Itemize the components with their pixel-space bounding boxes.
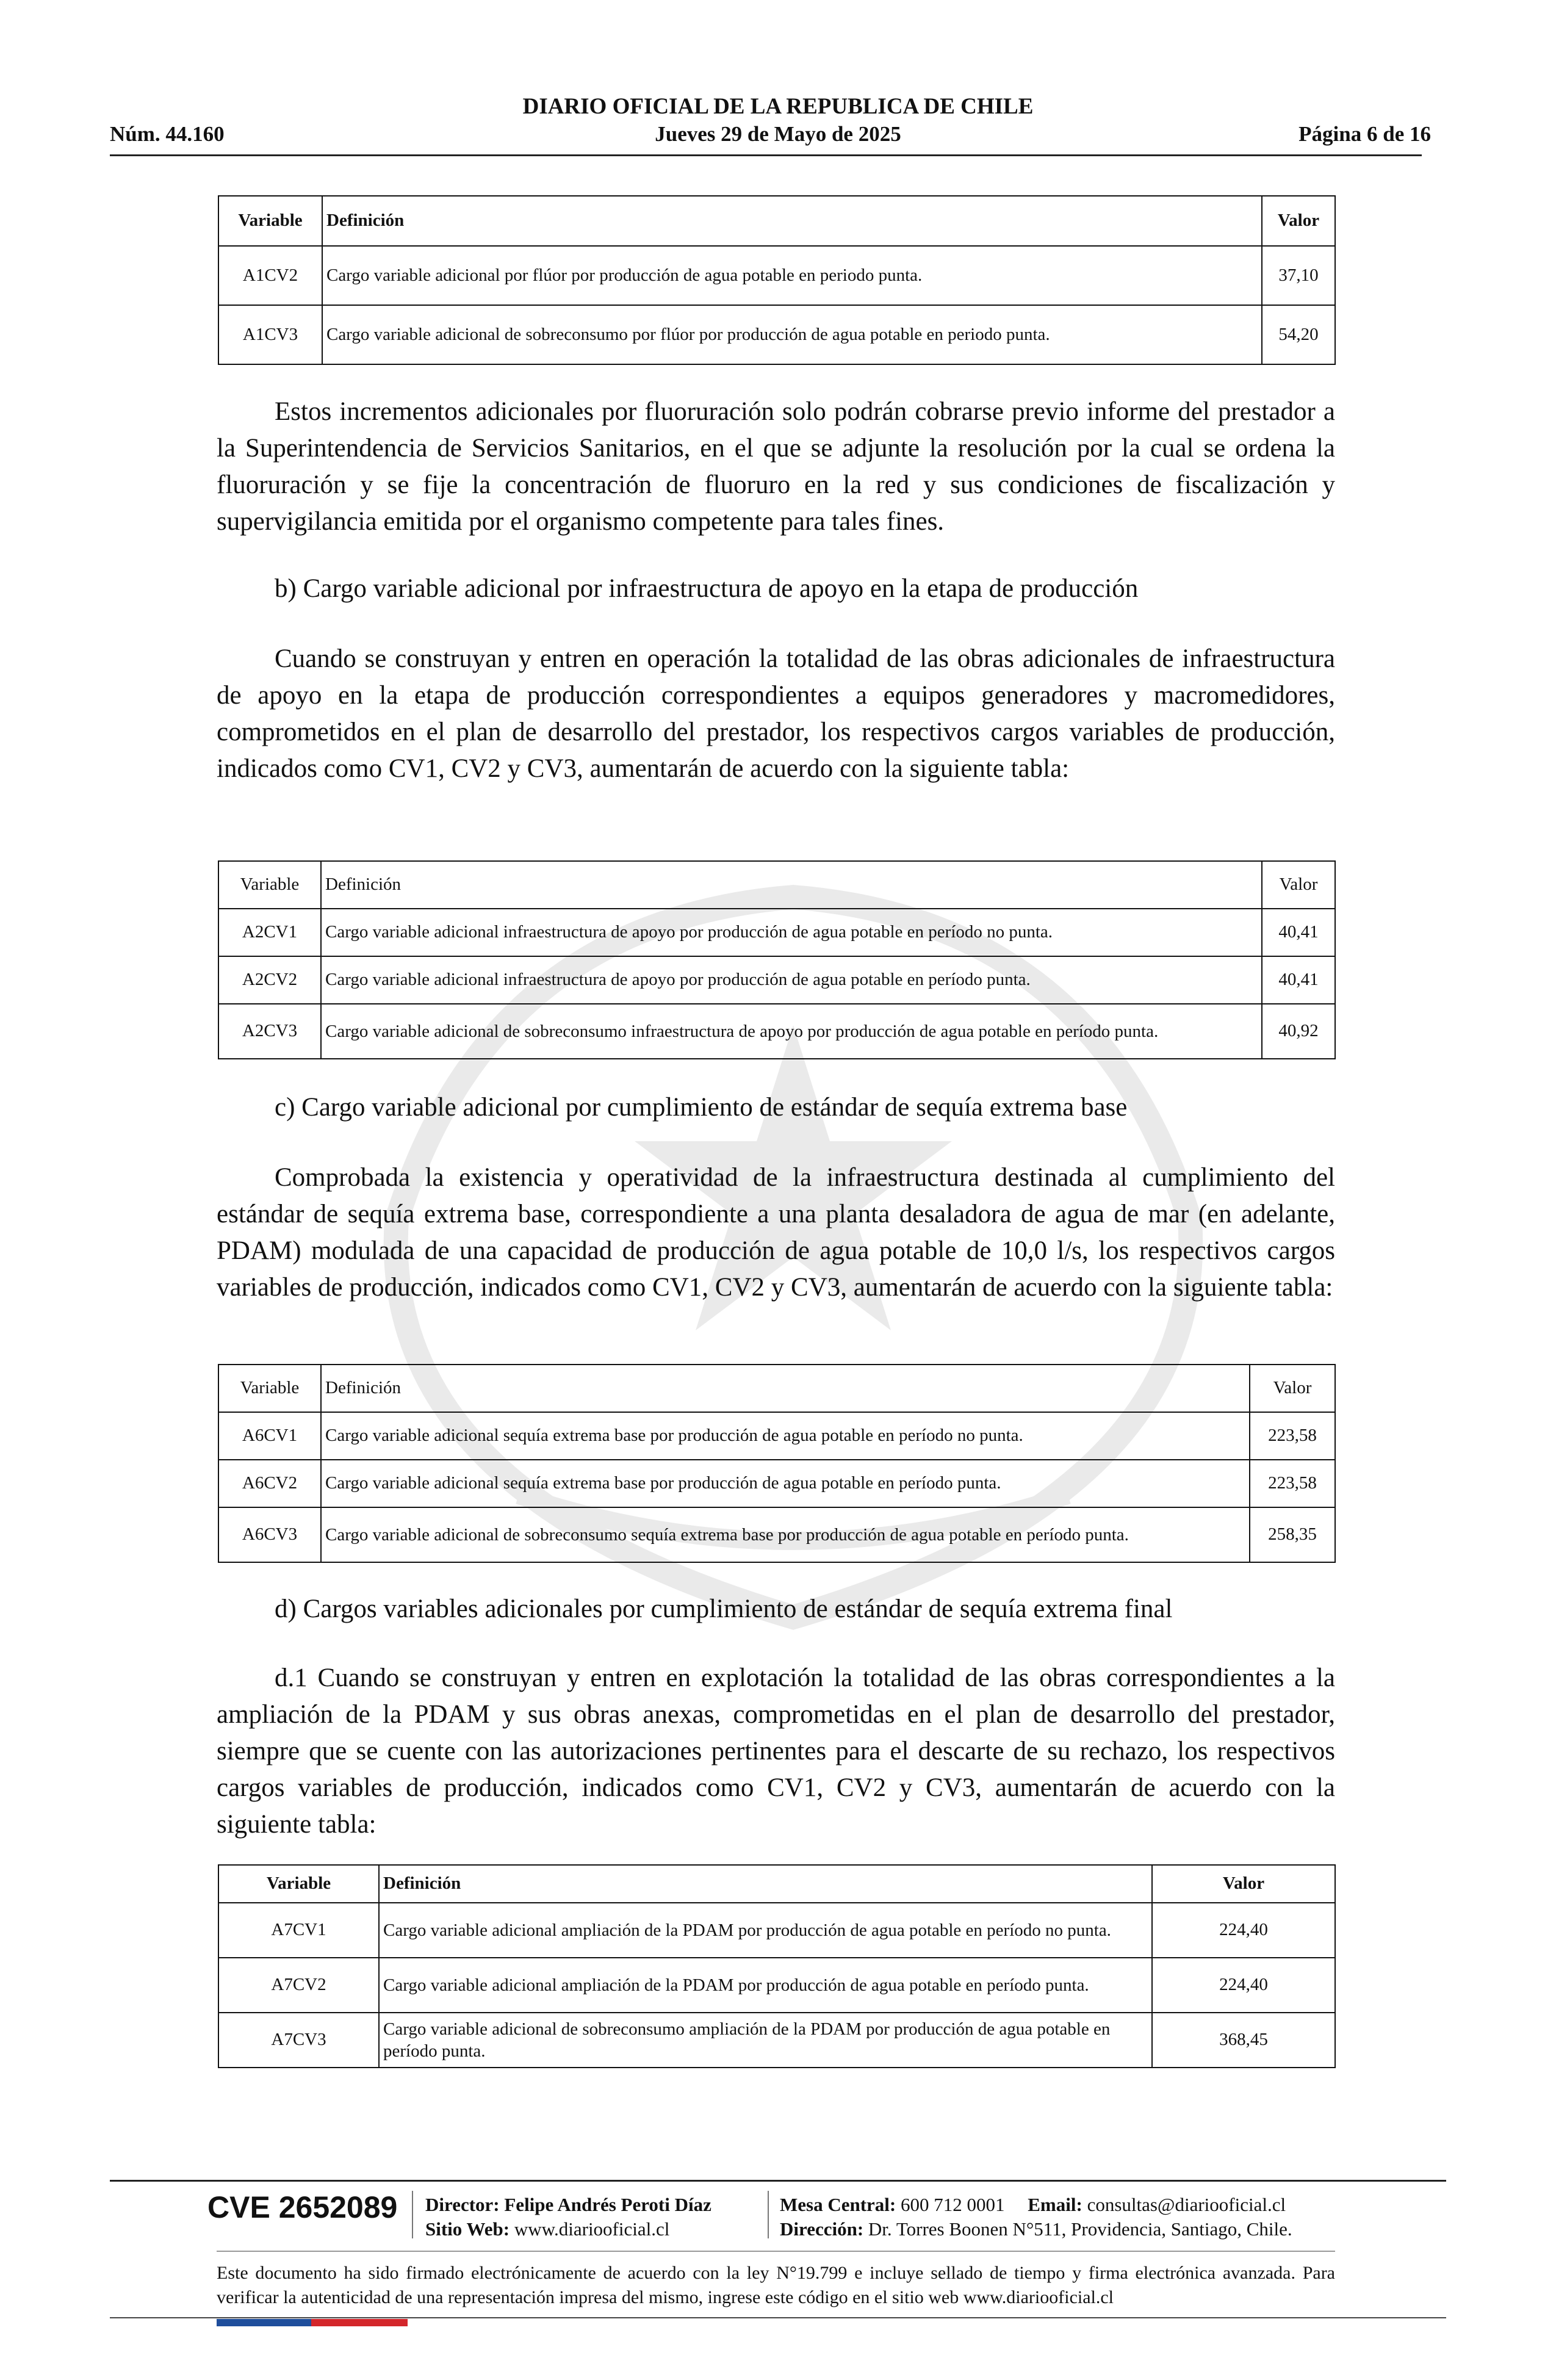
charge-value: 40,41: [1262, 956, 1335, 1004]
footer-director: [425, 2194, 711, 2216]
column-header-definition: Definición: [321, 1365, 1250, 1412]
table-row: [218, 1958, 1335, 2013]
table-row: [218, 305, 1335, 364]
table-row: [218, 1004, 1335, 1059]
table-a7-charges: [218, 1864, 1336, 2068]
definition-text: Cargo variable adicional sequía extrema base por producción de agua potable en período no punta.: [321, 1412, 1250, 1460]
column-header-value: Valor: [1262, 196, 1335, 246]
footer-site: [425, 2218, 669, 2240]
director-name: Felipe Andrés Peroti Díaz: [504, 2194, 711, 2215]
charge-value: 40,92: [1262, 1004, 1335, 1059]
table-row: [218, 246, 1335, 305]
definition-text: Cargo variable adicional de sobreconsumo por flúor por producción de agua potable en periodo punta.: [322, 305, 1262, 364]
definition-text: Cargo variable adicional por flúor por producción de agua potable en periodo punta.: [322, 246, 1262, 305]
column-header-variable: Variable: [218, 1865, 379, 1903]
table-row: [218, 1903, 1335, 1958]
charge-value: 54,20: [1262, 305, 1335, 364]
newspaper-title: DIARIO OFICIAL DE LA REPUBLICA DE CHILE: [522, 94, 1034, 119]
column-header-variable: Variable: [218, 1365, 321, 1412]
flag-stripe-red: [311, 2319, 408, 2326]
section-heading-c: c) Cargo variable adicional por cumplimiento de estándar de sequía extrema base: [275, 1093, 1128, 1122]
variable-code: A1CV3: [218, 305, 322, 364]
charge-value: 368,45: [1152, 2013, 1335, 2068]
section-heading-d: d) Cargos variables adicionales por cumplimiento de estándar de sequía extrema final: [275, 1595, 1173, 1623]
section-c-paragraph: Comprobada la existencia y operatividad de la infraestructura destinada al cumplimiento del estándar de sequía extrema base, correspondiente a una planta desaladora de agua de mar (en adelante, PDAM) modulada de una capacidad de producción de agua potable de 10,0 l/s, los respectivos cargos variables de producción, indicados como CV1, CV2 y CV3, aumentarán de acuerdo con la siguiente tabla:: [217, 1163, 1335, 1302]
table-row: [218, 1460, 1335, 1507]
column-header-variable: Variable: [218, 861, 321, 909]
table-a2-charges: [218, 860, 1336, 1059]
section-heading-b: b) Cargo variable adicional por infraestructura de apoyo en la etapa de producción: [275, 574, 1139, 603]
footer-separator: [412, 2191, 413, 2238]
authenticity-note: Este documento ha sido firmado electrónicamente de acuerdo con la ley N°19.799 e incluye sellado de tiempo y firma electrónica avanzada. Para verificar la autenticidad de una representación impresa del mismo, ingrese este código en el sitio web www.diariooficial.cl: [217, 2263, 1335, 2307]
director-label: Director:: [425, 2194, 500, 2215]
definition-text: Cargo variable adicional de sobreconsumo sequía extrema base por producción de agua potable en período punta.: [321, 1507, 1250, 1562]
column-header-definition: Definición: [379, 1865, 1152, 1903]
cve-code: CVE 2652089: [207, 2190, 398, 2224]
variable-code: A1CV2: [218, 246, 322, 305]
column-header-value: Valor: [1152, 1865, 1335, 1903]
charge-value: 223,58: [1250, 1412, 1335, 1460]
definition-text: Cargo variable adicional infraestructura de apoyo por producción de agua potable en período no punta.: [321, 909, 1262, 956]
table-a1-charges: [218, 195, 1336, 365]
charge-value: 224,40: [1152, 1958, 1335, 2013]
address-text: Dr. Torres Boonen N°511, Providencia, Santiago, Chile.: [868, 2218, 1292, 2240]
phone-label: Mesa Central:: [780, 2194, 896, 2215]
definition-text: Cargo variable adicional ampliación de la PDAM por producción de agua potable en período no punta.: [379, 1903, 1152, 1958]
issue-number: Núm. 44.160: [110, 122, 225, 146]
flag-stripe-blue: [217, 2319, 311, 2326]
table-row: [218, 956, 1335, 1004]
column-header-variable: Variable: [218, 196, 322, 246]
variable-code: A6CV1: [218, 1412, 321, 1460]
footer-contact: [780, 2194, 1286, 2216]
footer-address: [780, 2218, 1292, 2240]
charge-value: 224,40: [1152, 1903, 1335, 1958]
table-a6-charges: [218, 1364, 1336, 1563]
variable-code: A2CV1: [218, 909, 321, 956]
variable-code: A7CV3: [218, 2013, 379, 2068]
table-row: [218, 2013, 1335, 2068]
column-header-value: Valor: [1250, 1365, 1335, 1412]
site-label: Sitio Web:: [425, 2218, 510, 2240]
table-row: [218, 1507, 1335, 1562]
definition-text: Cargo variable adicional ampliación de la PDAM por producción de agua potable en período punta.: [379, 1958, 1152, 2013]
variable-code: A6CV3: [218, 1507, 321, 1562]
header-divider: [110, 154, 1422, 156]
charge-value: 40,41: [1262, 909, 1335, 956]
definition-text: Cargo variable adicional infraestructura de apoyo por producción de agua potable en período punta.: [321, 956, 1262, 1004]
footer-divider: [217, 2251, 1335, 2252]
table-row: [218, 1412, 1335, 1460]
variable-code: A6CV2: [218, 1460, 321, 1507]
footer-bottom-rule: [110, 2317, 1446, 2318]
column-header-definition: Definición: [321, 861, 1262, 909]
site-link[interactable]: www.diariooficial.cl: [514, 2218, 670, 2240]
issue-date: Jueves 29 de Mayo de 2025: [655, 122, 901, 146]
email-label: Email:: [1028, 2194, 1082, 2215]
section-b-paragraph: Cuando se construyan y entren en operación la totalidad de las obras adicionales de infraestructura de apoyo en la etapa de producción correspondientes a equipos generadores y macromedidores, comprometidos en el plan de desarrollo del prestador, los respectivos cargos variables de producción, indicados como CV1, CV2 y CV3, aumentarán de acuerdo con la siguiente tabla:: [217, 644, 1335, 783]
charge-value: 37,10: [1262, 246, 1335, 305]
definition-text: Cargo variable adicional de sobreconsumo ampliación de la PDAM por producción de agua potable en período punta.: [379, 2013, 1152, 2068]
address-label: Dirección:: [780, 2218, 864, 2240]
charge-value: 223,58: [1250, 1460, 1335, 1507]
definition-text: Cargo variable adicional sequía extrema base por producción de agua potable en período punta.: [321, 1460, 1250, 1507]
variable-code: A2CV2: [218, 956, 321, 1004]
column-header-definition: Definición: [322, 196, 1262, 246]
fluoridation-paragraph: Estos incrementos adicionales por fluoruración solo podrán cobrarse previo informe del prestador a la Superintendencia de Servicios Sanitarios, en el que se adjunte la resolución por la cual se ordena la fluoruración y se fije la concentración de fluoruro en la red y sus condiciones de fiscalización y supervigilancia emitida por el organismo competente para tales fines.: [217, 397, 1335, 536]
definition-text: Cargo variable adicional de sobreconsumo infraestructura de apoyo por producción de agua potable en período punta.: [321, 1004, 1262, 1059]
phone-number: 600 712 0001: [901, 2194, 1005, 2215]
variable-code: A7CV2: [218, 1958, 379, 2013]
variable-code: A2CV3: [218, 1004, 321, 1059]
variable-code: A7CV1: [218, 1903, 379, 1958]
section-d1-paragraph: d.1 Cuando se construyan y entren en explotación la totalidad de las obras correspondientes a la ampliación de la PDAM y sus obras anexas, comprometidas en el plan de desarrollo del prestador, siempre que se cuente con las autorizaciones pertinentes para el descarte de su rechazo, los respectivos cargos variables de producción, indicados como CV1, CV2 y CV3, aumentarán de acuerdo con la siguiente tabla:: [217, 1664, 1335, 1839]
email-link[interactable]: consultas@diariooficial.cl: [1087, 2194, 1286, 2215]
footer-separator: [768, 2191, 769, 2238]
table-row: [218, 909, 1335, 956]
page-indicator: Página 6 de 16: [1298, 122, 1431, 146]
charge-value: 258,35: [1250, 1507, 1335, 1562]
footer-divider: [110, 2180, 1446, 2182]
column-header-value: Valor: [1262, 861, 1335, 909]
